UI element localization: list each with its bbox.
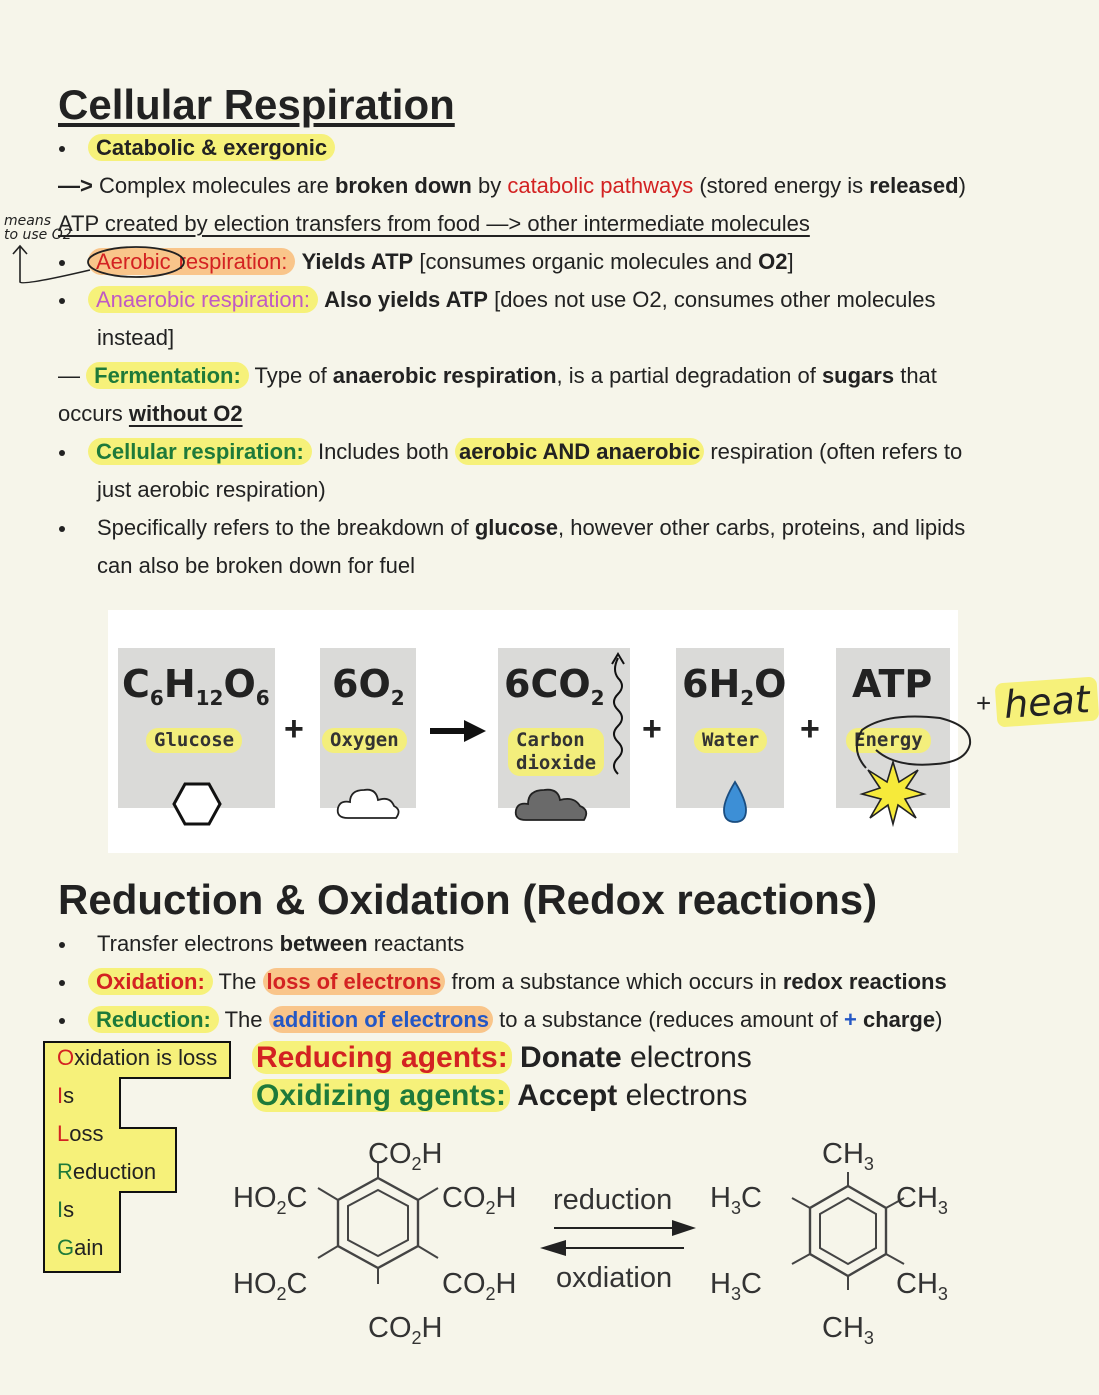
aerobic-label: Aerobic: [96, 249, 171, 274]
bold-text: between: [279, 931, 368, 956]
mnemonic-line: [57, 1043, 217, 1073]
left-top-group: $CO_2H$: [368, 1138, 443, 1174]
mnemonic-line: [57, 1119, 104, 1149]
cellular-line: [88, 437, 962, 467]
heat-plus: +: [976, 688, 992, 718]
cloud-icon: [334, 782, 404, 824]
co2-formula: [504, 662, 605, 720]
right-br-group: $CH_3$: [896, 1268, 948, 1304]
text: electrons: [617, 1079, 748, 1112]
glucose-cont: can also be broken down for fuel: [97, 553, 415, 578]
right-bl-group: $H_3C$: [710, 1268, 762, 1304]
transfer-line: [97, 929, 464, 959]
formula-sub: 2: [740, 686, 755, 710]
highlight-text: aerobic AND anaerobic: [455, 438, 704, 465]
reaction-arrow-icon: [428, 716, 488, 746]
text: to a substance (reduces amount of: [493, 1007, 844, 1032]
bullet: [59, 526, 65, 532]
bold-text: charge: [856, 1007, 936, 1032]
plus-sign: +: [800, 710, 820, 748]
margin-note-line: to use O2: [4, 227, 72, 243]
text: eduction: [72, 1159, 157, 1184]
text: oss: [69, 1121, 104, 1146]
catabolic-line: [88, 133, 335, 163]
text: ): [958, 173, 966, 198]
mnemonic-line: [57, 1081, 74, 1111]
bullet: [59, 298, 65, 304]
reduction-line: [88, 1005, 942, 1035]
bold-text: glucose: [474, 515, 558, 540]
bold-text: without O2: [128, 401, 243, 426]
bold-text: broken down: [334, 173, 472, 198]
text: [does not use O2, consumes other molecules: [487, 287, 936, 312]
right-top-group: $CH_3$: [822, 1138, 874, 1174]
oxidizing-label: Oxidizing agents:: [252, 1079, 510, 1112]
squiggle-arrow-icon: [606, 650, 636, 776]
left-tl-group: $HO_2C$: [233, 1182, 308, 1218]
oxidation-label: oxdiation: [556, 1262, 673, 1294]
bullet: [59, 260, 65, 266]
mnemonic-line: [57, 1157, 156, 1187]
text: s: [63, 1083, 75, 1108]
fermentation-cont: [58, 399, 243, 429]
formula-part: O: [223, 662, 256, 706]
bold-text: Donate: [511, 1041, 622, 1074]
text: ain: [74, 1235, 104, 1260]
reducing-agents-line: [252, 1040, 752, 1076]
plus-text: +: [843, 1007, 857, 1032]
oxidation-line: [88, 967, 947, 997]
formula-part: O: [754, 662, 787, 706]
mnemonic-line: [57, 1195, 74, 1225]
mnemonic-letter: I: [57, 1083, 64, 1108]
text: from a substance which occurs in: [445, 969, 783, 994]
right-bottom-group: $CH_3$: [822, 1312, 874, 1348]
page-title: Cellular Respiration: [58, 81, 455, 128]
heat-text: heat: [995, 677, 1099, 728]
anaerobic-cont: instead]: [97, 325, 175, 350]
energy-circle-icon: [846, 710, 976, 786]
mnemonic-line: [57, 1233, 103, 1263]
bold-text: redox reactions: [782, 969, 947, 994]
reducing-label: Reducing agents:: [252, 1041, 512, 1074]
left-bl-group: $HO_2C$: [233, 1268, 308, 1304]
text: ]: [787, 249, 794, 274]
arrow-text: —>: [58, 173, 93, 198]
red-text: catabolic pathways: [507, 173, 694, 198]
reduction-label: Reduction:: [88, 1006, 219, 1033]
formula-sub: 2: [590, 686, 605, 710]
anaerobic-line: [88, 285, 936, 315]
text: Specifically refers to the breakdown of: [97, 515, 475, 540]
equilibrium-arrows-icon: [534, 1218, 704, 1260]
text: Includes both: [311, 439, 455, 464]
text: Complex molecules are: [92, 173, 335, 198]
text: reactants: [367, 931, 465, 956]
atp-formula: ATP: [852, 662, 933, 706]
text: , however other carbs, proteins, and lipids: [558, 515, 966, 540]
text: that: [894, 363, 937, 388]
left-bottom-group: $CO_2H$: [368, 1312, 443, 1348]
mnemonic-letter: O: [57, 1045, 75, 1070]
respiration-label: respiration:: [178, 249, 288, 274]
co2-label: Carbon dioxide: [508, 728, 604, 776]
mnemonic-letter: L: [57, 1121, 70, 1146]
water-drop-icon: [720, 780, 750, 826]
mnemonic-letter: I: [57, 1197, 64, 1222]
water-formula: [682, 662, 786, 720]
bold-text: O2: [758, 249, 788, 274]
plus-sign: +: [284, 710, 304, 748]
equation-panel: [108, 610, 958, 853]
bold-text: anaerobic respiration: [332, 363, 557, 388]
margin-note-line: means: [4, 213, 51, 229]
oxygen-formula: [332, 662, 405, 720]
text: respiration (often refers to: [704, 439, 963, 464]
formula-sub: 6: [149, 686, 164, 710]
formula-sub: 6: [255, 686, 270, 710]
mnemonic-letter: G: [57, 1235, 75, 1260]
fermentation-line: [58, 361, 937, 391]
text: [consumes organic molecules and: [413, 249, 759, 274]
formula-part: 6O: [332, 662, 391, 706]
bold-text: Yields ATP: [301, 249, 414, 274]
dark-cloud-icon: [512, 780, 594, 826]
text: (stored energy is: [693, 173, 870, 198]
text: The: [212, 969, 263, 994]
cellular-label: Cellular respiration:: [88, 438, 312, 465]
bullet: [59, 942, 65, 948]
circle-annotation-icon: [86, 244, 190, 280]
dash: —: [58, 363, 80, 388]
highlight-text: loss of electrons: [263, 968, 446, 995]
formula-part: 6H: [682, 662, 741, 706]
formula-sub: 2: [390, 686, 405, 710]
text: occurs: [58, 401, 129, 426]
text: , is a partial degradation of: [556, 363, 822, 388]
aerobic-line: [88, 247, 794, 277]
text: Type of: [248, 363, 333, 388]
plus-sign: +: [642, 710, 662, 748]
text: The: [218, 1007, 269, 1032]
left-tr-group: $CO_2H$: [442, 1182, 517, 1218]
bold-text: Accept: [510, 1079, 618, 1112]
energy-label: Energy: [846, 728, 931, 753]
glucose-label: Glucose: [146, 728, 242, 753]
atp-line: ATP created by election transfers from food —> other intermediate molecules: [58, 211, 810, 236]
mnemonic-letter: R: [57, 1159, 73, 1184]
bold-text: released: [869, 173, 959, 198]
left-br-group: $CO_2H$: [442, 1268, 517, 1304]
water-label: Water: [694, 728, 767, 753]
oxygen-label: Oxygen: [322, 728, 407, 753]
cellular-cont: just aerobic respiration): [97, 477, 326, 502]
oxidation-label: Oxidation:: [88, 968, 213, 995]
bold-text: sugars: [821, 363, 895, 388]
formula-sub: 12: [195, 686, 224, 710]
bullet: [59, 146, 65, 152]
text: by: [471, 173, 508, 198]
bullet: [59, 980, 65, 986]
right-tl-group: $H_3C$: [710, 1182, 762, 1218]
formula-part: 6CO: [504, 662, 591, 706]
text: ): [935, 1007, 943, 1032]
fermentation-label: Fermentation:: [86, 362, 249, 389]
complex-molecules-line: [58, 171, 966, 201]
right-tr-group: $CH_3$: [896, 1182, 948, 1218]
oxidizing-agents-line: [252, 1078, 747, 1114]
glucose-line: [97, 513, 965, 543]
hexagon-icon: [172, 780, 222, 828]
text: xidation is loss: [74, 1045, 218, 1070]
text: Transfer electrons: [97, 931, 280, 956]
respiration-word: [175, 248, 296, 275]
highlight-text: addition of electrons: [269, 1006, 493, 1033]
bold-text: Also yields ATP: [324, 287, 488, 312]
redox-title: Reduction & Oxidation (Redox reactions): [58, 876, 878, 923]
formula-part: H: [163, 662, 196, 706]
formula-part: C: [122, 662, 150, 706]
bullet: [59, 450, 65, 456]
text: electrons: [621, 1041, 752, 1074]
reduction-label: reduction: [553, 1184, 673, 1216]
bullet: [59, 1018, 65, 1024]
glucose-formula: [122, 662, 270, 720]
text: s: [63, 1197, 75, 1222]
anaerobic-label: Anaerobic respiration:: [88, 286, 318, 313]
catabolic-highlight: Catabolic & exergonic: [88, 134, 335, 161]
